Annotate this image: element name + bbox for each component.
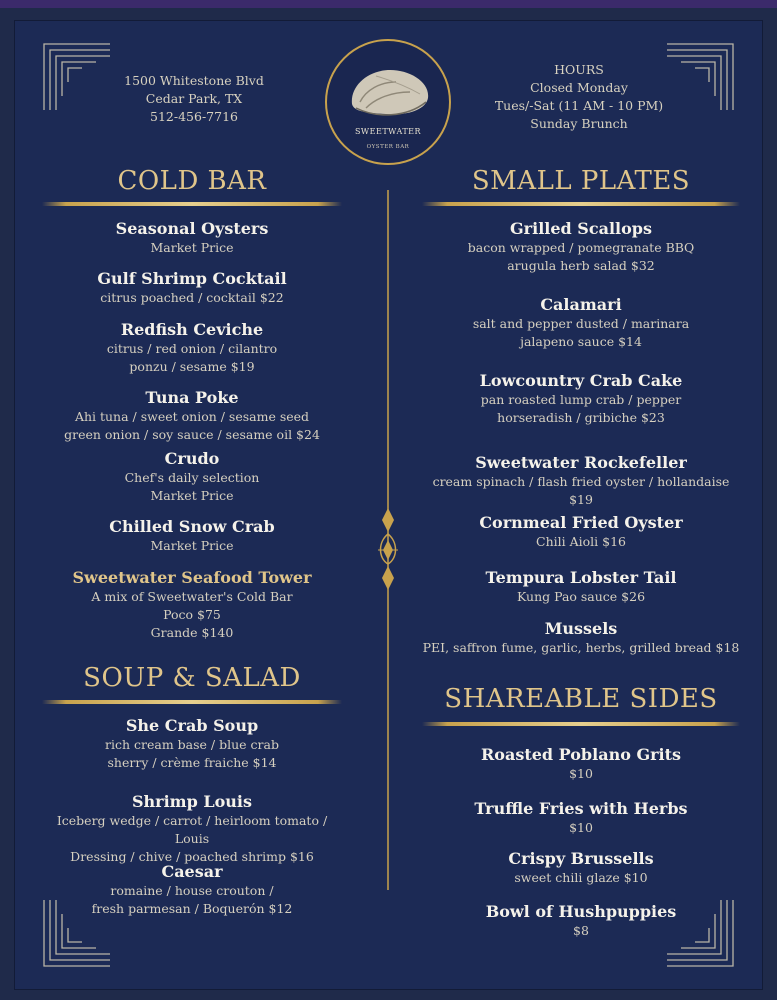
hours-line: Tues/-Sat (11 AM - 10 PM): [494, 98, 664, 113]
item-line: PEI, saffron fume, garlic, herbs, grilled bread $18: [422, 640, 740, 655]
hours-line: Sunday Brunch: [530, 116, 628, 131]
section-rule: [42, 700, 342, 704]
item-name: Roasted Poblano Grits: [480, 745, 682, 764]
item-line: Dressing / chive / poached shrimp $16: [70, 849, 314, 864]
item-line: bacon wrapped / pomegranate BBQ: [467, 240, 695, 255]
item-line: ponzu / sesame $19: [129, 359, 255, 374]
item-name: Calamari: [540, 295, 622, 314]
oyster-icon: [346, 64, 434, 120]
item-name: Cornmeal Fried Oyster: [479, 513, 683, 532]
item-name: Gulf Shrimp Cocktail: [97, 269, 287, 288]
item-line: citrus / red onion / cilantro: [106, 341, 278, 356]
item-name: She Crab Soup: [125, 716, 259, 735]
address-street: 1500 Whitestone Blvd: [124, 73, 264, 88]
menu-item: [422, 294, 740, 351]
item-line: Market Price: [150, 240, 234, 255]
hours-heading: HOURS: [554, 62, 604, 77]
menu-item-featured: [42, 567, 342, 642]
menu-item: [422, 452, 740, 509]
item-line: pan roasted lump crab / pepper: [480, 392, 682, 407]
logo-subtitle: OYSTER BAR: [366, 144, 410, 150]
item-line: $10: [569, 766, 593, 781]
item-line: $10: [569, 820, 593, 835]
item-name: Tempura Lobster Tail: [485, 568, 677, 587]
item-name: Chilled Snow Crab: [109, 517, 275, 536]
section-title-cold-bar: COLD BAR: [117, 166, 267, 196]
menu-item: [422, 218, 740, 275]
section-title-shareable-sides: SHAREABLE SIDES: [444, 684, 718, 714]
section-title-small-plates: SMALL PLATES: [471, 166, 691, 196]
menu-page: [14, 20, 763, 990]
menu-item: [42, 268, 342, 307]
section-rule: [422, 722, 740, 726]
item-line: fresh parmesan / Boquerón $12: [91, 901, 293, 916]
item-name: Sweetwater Rockefeller: [475, 453, 687, 472]
section-title-soup-salad: SOUP & SALAD: [83, 663, 301, 693]
menu-item: [42, 516, 342, 555]
item-line: green onion / soy sauce / sesame oil $24: [64, 427, 320, 442]
center-divider-ornament: [376, 190, 400, 890]
item-line: horseradish / gribiche $23: [497, 410, 665, 425]
item-name: Crudo: [164, 449, 220, 468]
item-name: Truffle Fries with Herbs: [474, 799, 688, 818]
item-line: Grande $140: [150, 625, 234, 640]
item-line: cream spinach / flash fried oyster / hollandaise $19: [432, 474, 730, 507]
item-name: Seasonal Oysters: [115, 219, 269, 238]
menu-item: [42, 715, 342, 772]
menu-item: [422, 848, 740, 887]
item-line: Market Price: [150, 538, 234, 553]
menu-item: [422, 901, 740, 940]
item-name: Grilled Scallops: [510, 219, 652, 238]
item-name: Caesar: [161, 862, 223, 881]
left-column: [42, 20, 342, 990]
menu-item: [422, 744, 740, 783]
item-line: Chili Aioli $16: [536, 534, 626, 549]
logo-name: SWEETWATER: [354, 127, 422, 136]
menu-item: [422, 370, 740, 427]
right-column: [422, 20, 740, 990]
phone-number[interactable]: 512-456-7716: [150, 109, 238, 124]
item-line: A mix of Sweetwater's Cold Bar: [91, 589, 293, 604]
item-line: Poco $75: [163, 607, 221, 622]
item-name: Shrimp Louis: [131, 792, 253, 811]
item-line: Kung Pao sauce $26: [516, 589, 646, 604]
item-line: romaine / house crouton /: [110, 883, 274, 898]
item-name: Redfish Ceviche: [120, 320, 264, 339]
item-line: arugula herb salad $32: [507, 258, 655, 273]
item-name: Crispy Brussells: [508, 849, 654, 868]
menu-item: [422, 567, 740, 606]
hours-line: Closed Monday: [530, 80, 628, 95]
item-line: jalapeno sauce $14: [520, 334, 642, 349]
item-line: $8: [573, 923, 589, 938]
item-name: Mussels: [544, 619, 618, 638]
item-line: citrus poached / cocktail $22: [100, 290, 284, 305]
item-name: Bowl of Hushpuppies: [485, 902, 677, 921]
item-name: Tuna Poke: [145, 388, 239, 407]
item-line: Ahi tuna / sweet onion / sesame seed: [74, 409, 310, 424]
section-rule: [422, 202, 740, 206]
menu-item: [42, 861, 342, 918]
item-name: Sweetwater Seafood Tower: [72, 568, 312, 587]
item-line: Chef's daily selection: [124, 470, 260, 485]
item-name: Lowcountry Crab Cake: [479, 371, 683, 390]
menu-item: [42, 791, 342, 866]
menu-item: [42, 387, 342, 444]
menu-item: [42, 218, 342, 257]
address-city: Cedar Park, TX: [145, 91, 243, 106]
item-line: salt and pepper dusted / marinara: [472, 316, 690, 331]
section-rule: [42, 202, 342, 206]
item-line: sweet chili glaze $10: [514, 870, 648, 885]
item-line: Iceberg wedge / carrot / heirloom tomato / Louis: [56, 813, 328, 846]
item-line: Market Price: [150, 488, 234, 503]
item-line: sherry / crème fraiche $14: [107, 755, 277, 770]
item-line: rich cream base / blue crab: [105, 737, 279, 752]
menu-item: [422, 798, 740, 837]
menu-item: [422, 618, 740, 657]
menu-item: [422, 512, 740, 551]
menu-item: [42, 319, 342, 376]
menu-item: [42, 448, 342, 505]
top-edge-bar: [0, 0, 777, 8]
